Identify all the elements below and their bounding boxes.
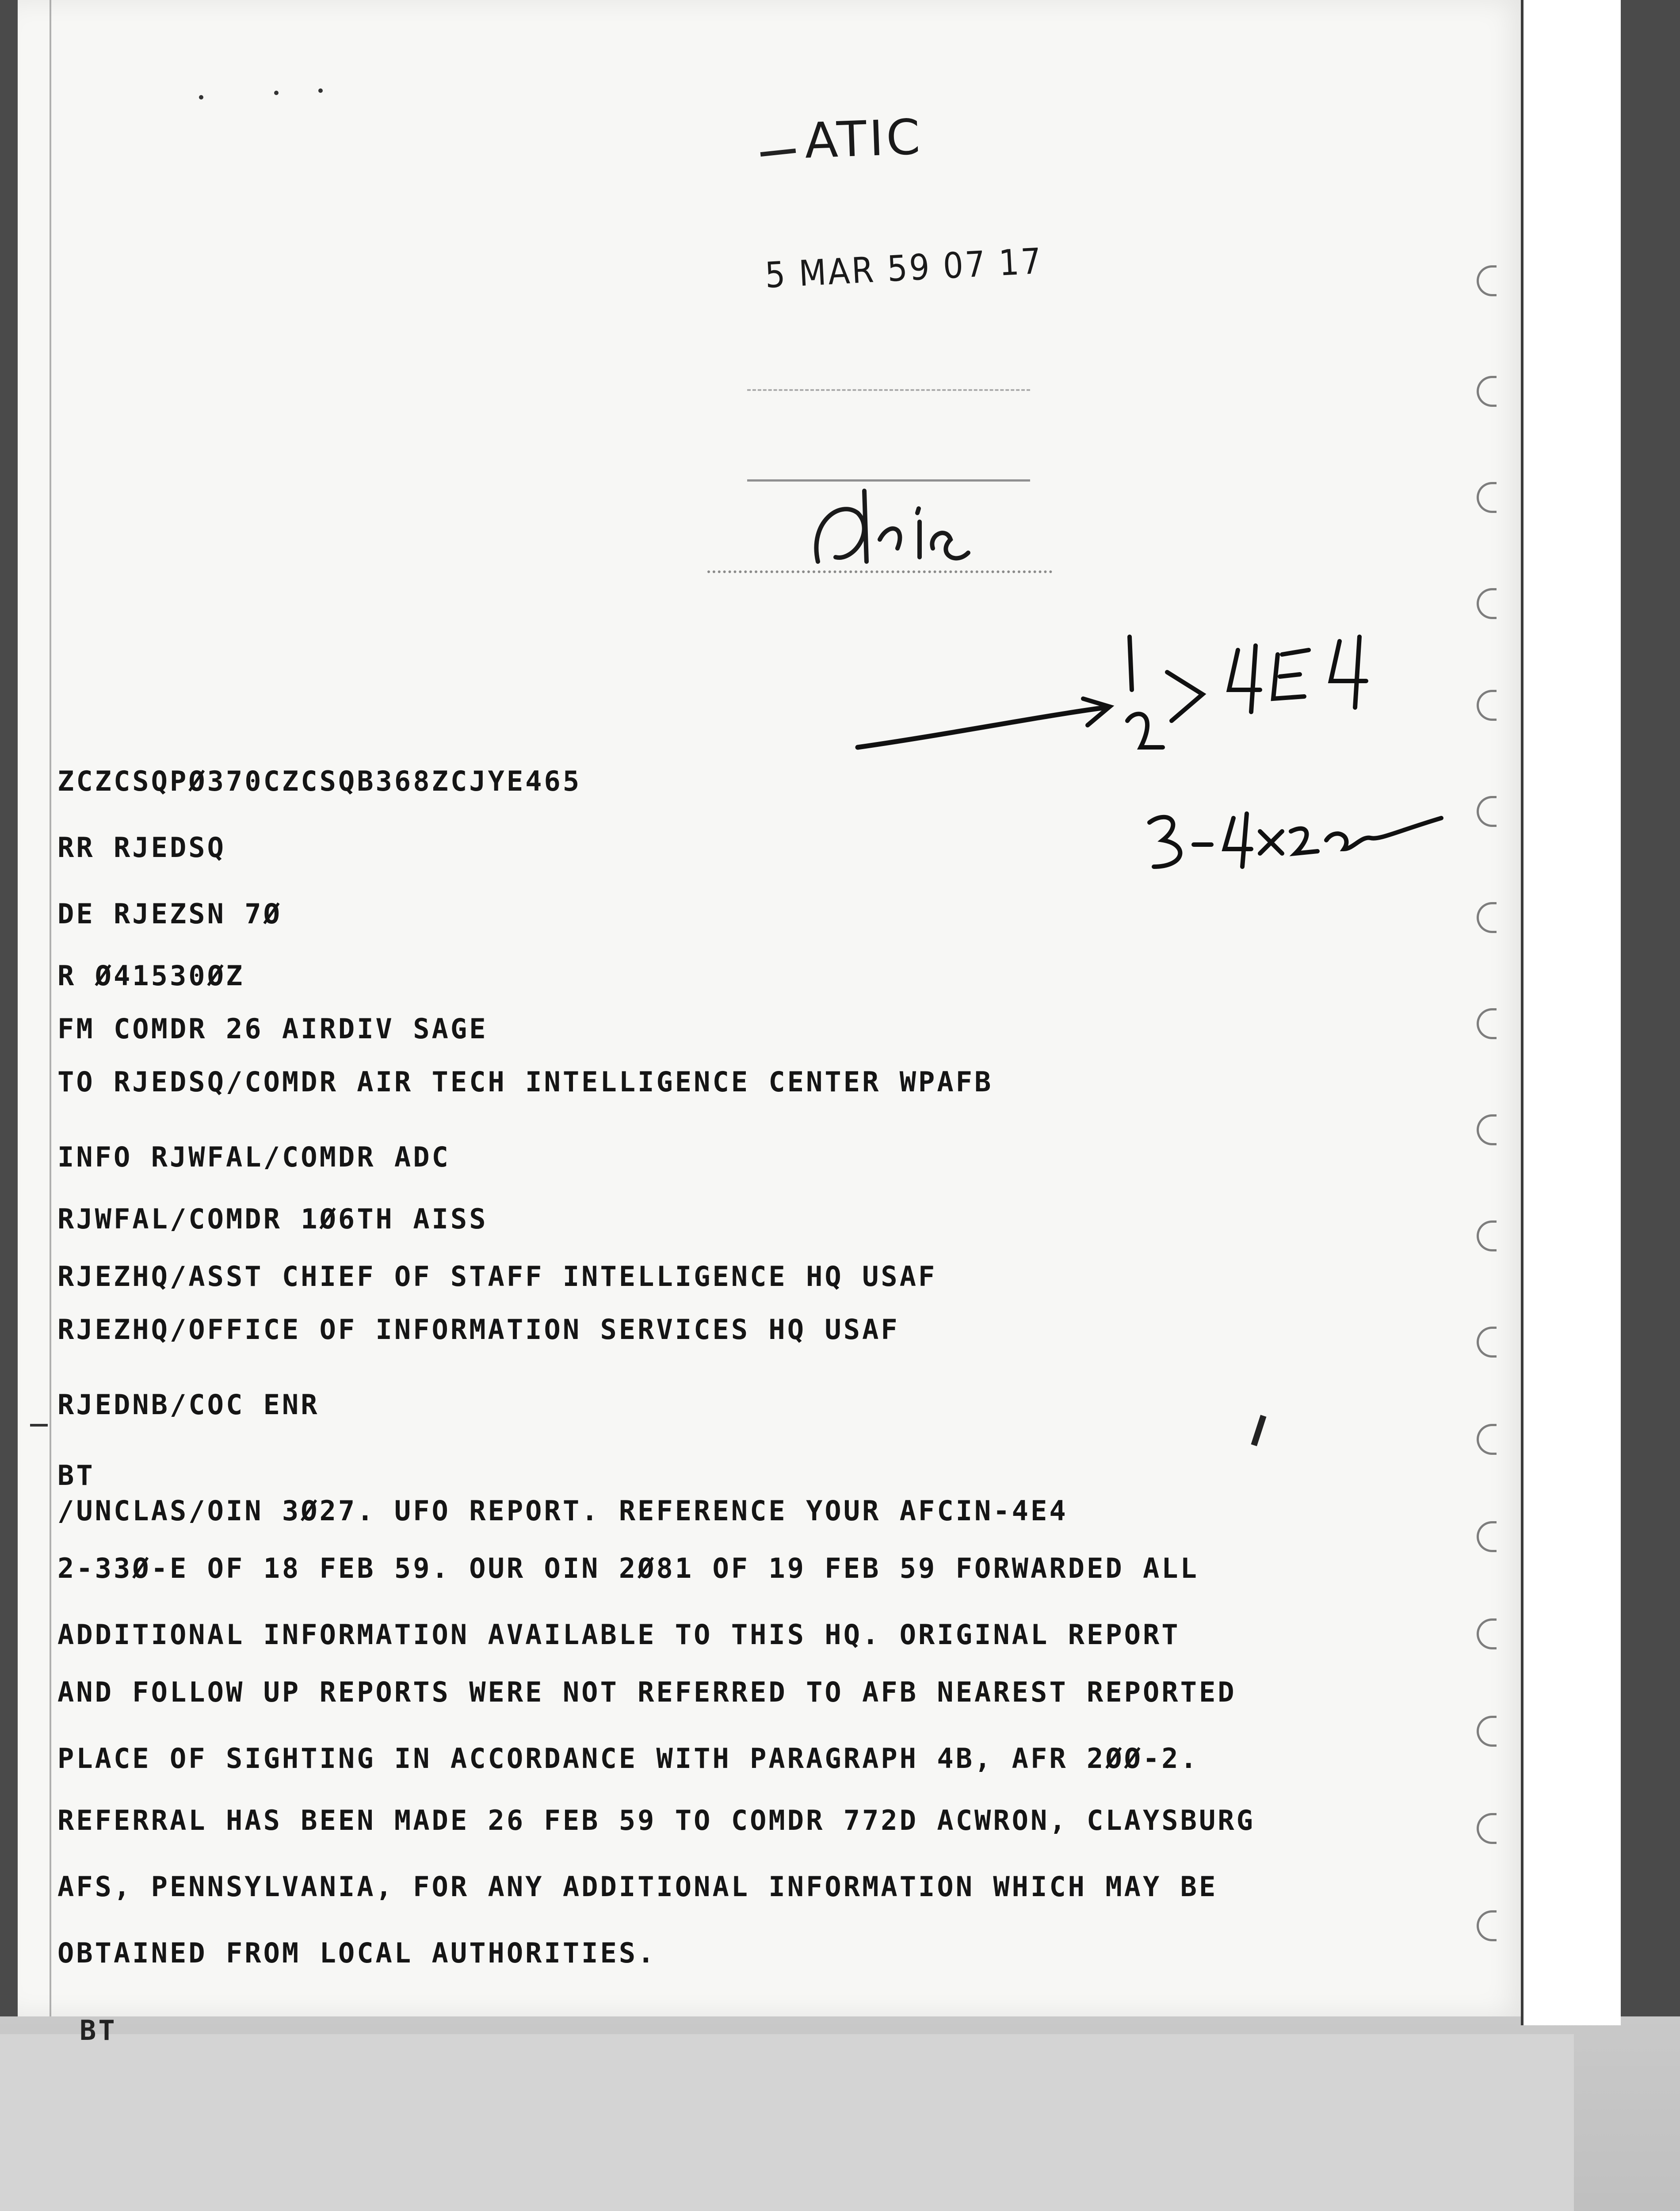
info-addressee-line: RJWFAL/COMDR 1Ø6TH AISS	[57, 1203, 488, 1235]
break-line: BT	[57, 1459, 95, 1492]
received-stamp-datetime: 5 MAR 59 07 17	[764, 240, 1044, 296]
underlying-sheet	[0, 2034, 1574, 2211]
routing-line: ZCZCSQPØ370CZCSQB368ZCJYE465	[57, 765, 582, 797]
to-line: TO RJEDSQ/COMDR AIR TECH INTELLIGENCE CENTER WPAFB	[57, 1066, 993, 1098]
received-stamp-office: ATIC	[803, 108, 924, 169]
faint-routing-stamp	[747, 389, 1030, 482]
body-line: ADDITIONAL INFORMATION AVAILABLE TO THIS HQ. ORIGINAL REPORT	[57, 1618, 1180, 1651]
info-addressee-line: RJEDNB/COC ENR	[57, 1389, 320, 1421]
origin-station-line: DE RJEZSN 7Ø	[57, 898, 282, 930]
margin-dash	[30, 1424, 48, 1427]
datetime-group-line: R Ø41530ØZ	[57, 960, 245, 992]
body-line: 2-33Ø-E OF 18 FEB 59. OUR OIN 2Ø81 OF 19 FEB 59 FORWARDED ALL	[57, 1552, 1199, 1584]
dot	[318, 88, 323, 93]
body-line: AND FOLLOW UP REPORTS WERE NOT REFERRED TO AFB NEAREST REPORTED	[57, 1676, 1237, 1708]
info-addressee-line: RJEZHQ/ASST CHIEF OF STAFF INTELLIGENCE HQ USAF	[57, 1260, 937, 1293]
body-line: PLACE OF SIGHTING IN ACCORDANCE WITH PARAGRAPH 4B, AFR 2ØØ-2.	[57, 1742, 1199, 1775]
body-line: REFERRAL HAS BEEN MADE 26 FEB 59 TO COMDR 772D ACWRON, CLAYSBURG	[57, 1804, 1255, 1836]
from-line: FM COMDR 26 AIRDIV SAGE	[57, 1013, 488, 1045]
paper-edge	[1521, 0, 1621, 2025]
margin-rule	[50, 0, 51, 2016]
body-line: OBTAINED FROM LOCAL AUTHORITIES.	[57, 1937, 657, 1969]
info-line: INFO RJWFAL/COMDR ADC	[57, 1141, 451, 1173]
info-addressee-line: RJEZHQ/OFFICE OF INFORMATION SERVICES HQ USAF	[57, 1313, 900, 1346]
trailing-break-line	[80, 2014, 117, 2024]
body-line: AFS, PENNSYLVANIA, FOR ANY ADDITIONAL INFORMATION WHICH MAY BE	[57, 1871, 1218, 1903]
bleed-through-text	[1105, 690, 1503, 1309]
dot	[199, 95, 203, 99]
faint-stamp-line	[707, 570, 1052, 576]
precedence-line: RR RJEDSQ	[57, 831, 226, 864]
body-line: /UNCLAS/OIN 3Ø27. UFO REPORT. REFERENCE YOUR AFCIN-4E4	[57, 1495, 1068, 1527]
dot	[274, 91, 279, 95]
